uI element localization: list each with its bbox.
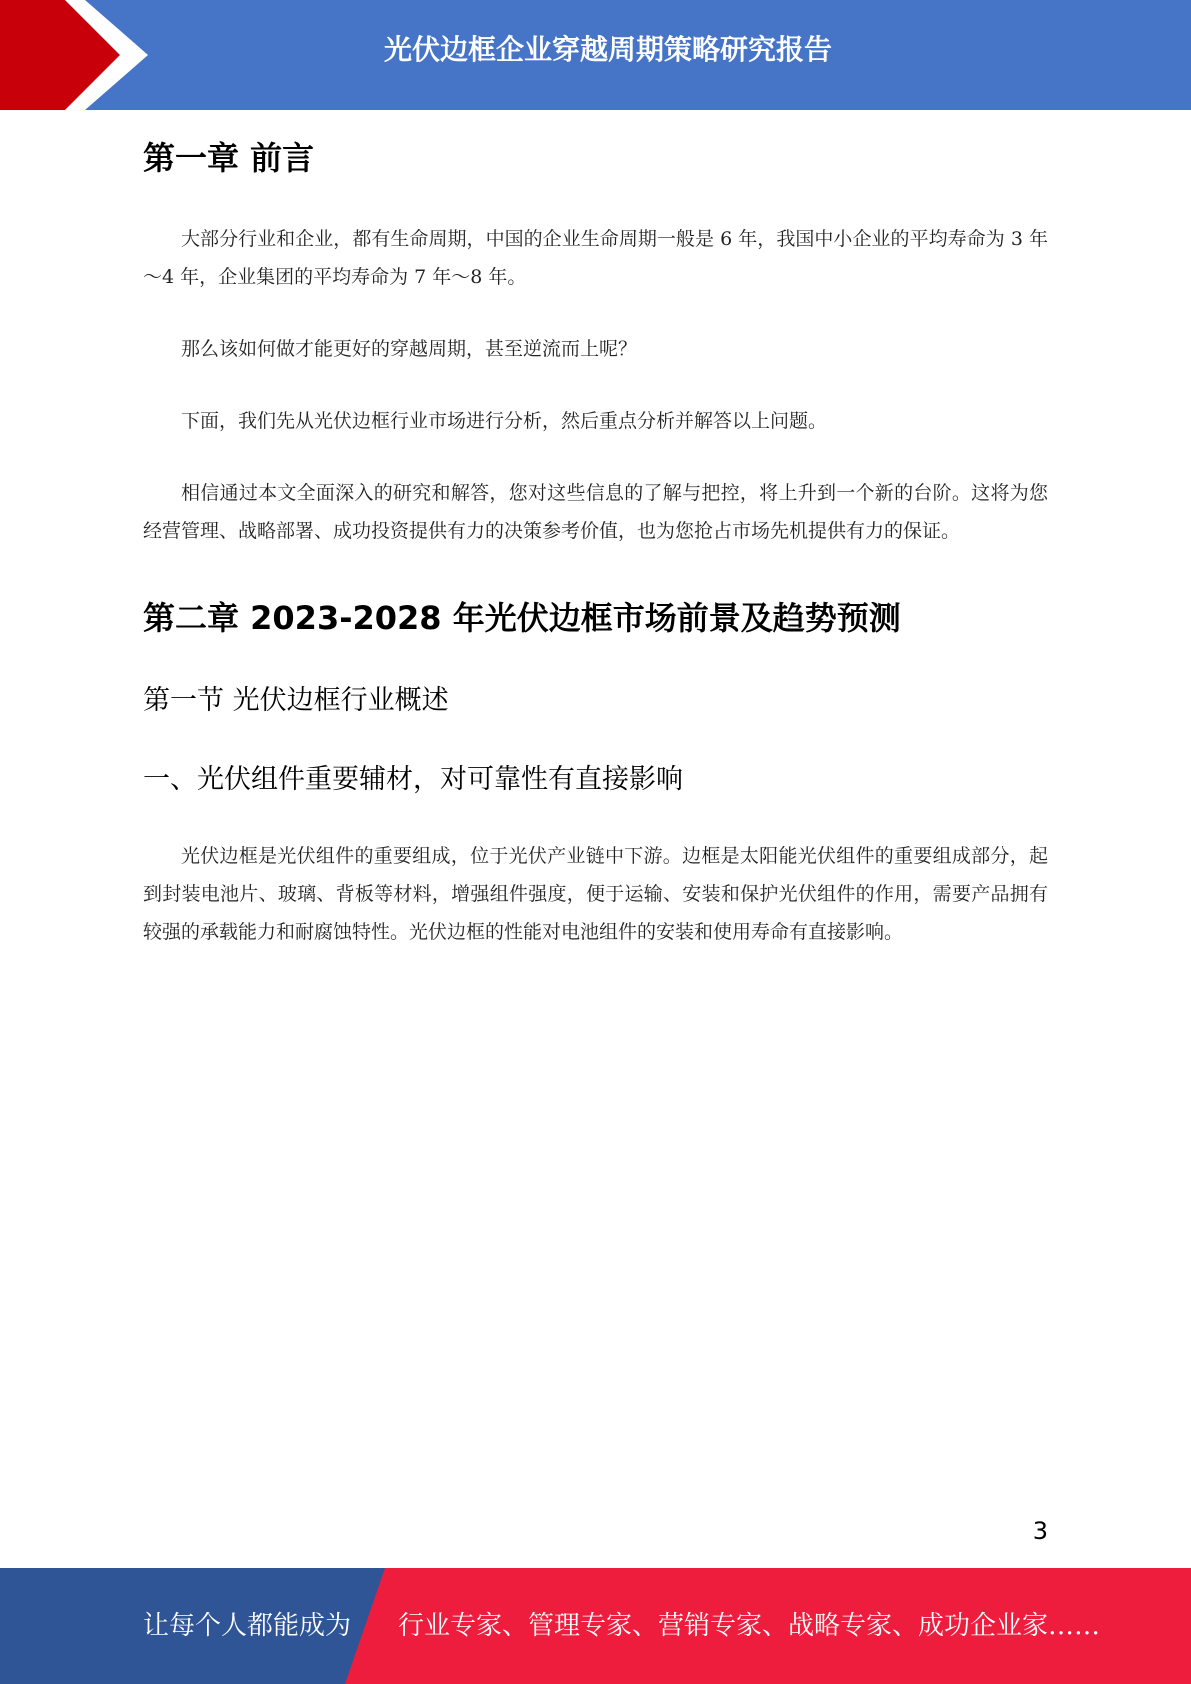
paragraph: 那么该如何做才能更好的穿越周期，甚至逆流而上呢？ [181, 337, 638, 360]
paragraph: 下面，我们先从光伏边框行业市场进行分析，然后重点分析并解答以上问题。 [181, 409, 828, 432]
paragraph: 相信通过本文全面深入的研究和解答，您对这些信息的了解与把控，将上升到一个新的台阶。这将为您经营管理、战略部署、成功投资提供有力的决策参考价值，也为您抢占市场先机提供有力的保证。 [143, 481, 1048, 542]
chapter-2-heading: 第二章 2023-2028 年光伏边框市场前景及趋势预测 [143, 598, 901, 637]
footer-slogan-right: 行业专家、管理专家、营销专家、战略专家、成功企业家…… [398, 1611, 1101, 1641]
paragraph: 光伏边框是光伏组件的重要组成，位于光伏产业链中下游。边框是太阳能光伏组件的重要组成部分，起到封装电池片、玻璃、背板等材料，增强组件强度，便于运输、安装和保护光伏组件的作用，需要产品拥有较强的承载能力和耐腐蚀特性。光伏边框的性能对电池组件的安装和使用寿命有直接影响。 [143, 845, 1048, 944]
chapter-1-heading: 第一章 前言 [143, 139, 315, 177]
page-footer [0, 1568, 1191, 1684]
footer-slogan-left: 让每个人都能成为 [143, 1611, 352, 1641]
document-body [143, 130, 1048, 951]
page-header [0, 0, 1191, 110]
section-1-heading: 第一节 光伏边框行业概述 [143, 685, 449, 717]
subsection-1-heading: 一、光伏组件重要辅材，对可靠性有直接影响 [143, 764, 683, 796]
report-title: 光伏边框企业穿越周期策略研究报告 [383, 33, 832, 66]
paragraph: 大部分行业和企业，都有生命周期，中国的企业生命周期一般是 6 年，我国中小企业的平均寿命为 3 年～4 年，企业集团的平均寿命为 7 年～8 年。 [143, 227, 1048, 288]
page-number: 3 [1032, 1517, 1048, 1545]
